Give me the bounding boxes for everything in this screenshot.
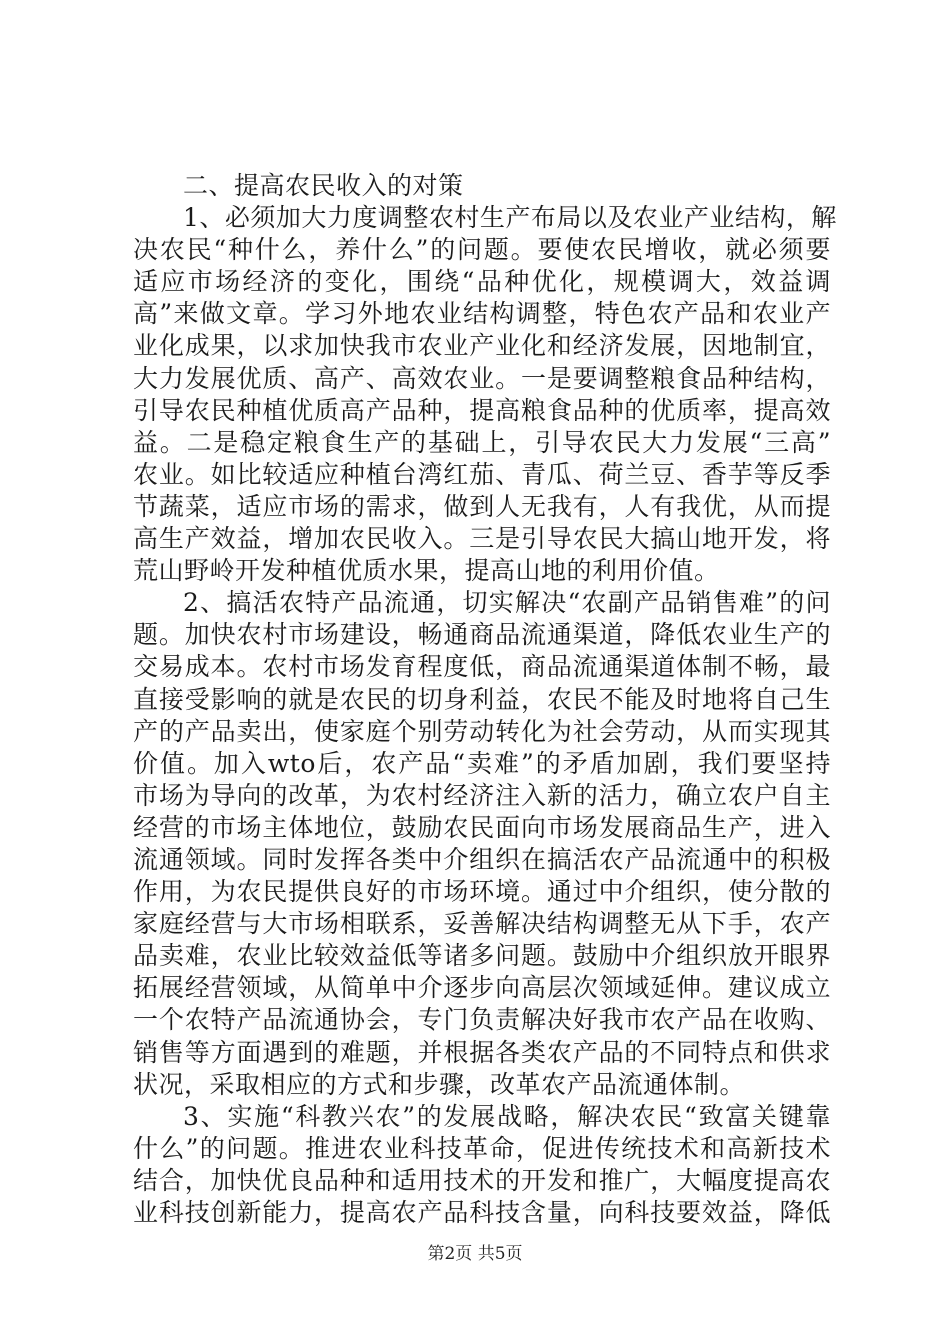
text-line: 适应市场经济的变化，围绕“品种优化，规模调大，效益调 xyxy=(133,267,831,297)
text-line: 业科技创新能力，提高农产品科技含量，向科技要效益，降低 xyxy=(133,1198,831,1227)
text-line: 大力发展优质、高产、高效农业。一是要调整粮食品种结构， xyxy=(133,363,831,393)
text-line: 交易成本。农村市场发育程度低，商品流通渠道体制不畅，最 xyxy=(133,652,831,682)
text-line: 家庭经营与大市场相联系，妥善解决结构调整无从下手，农产 xyxy=(133,909,831,939)
text-line: 作用，为农民提供良好的市场环境。通过中介组织，使分散的 xyxy=(133,877,831,907)
text-line: 一个农特产品流通协会，专门负责解决好我市农产品在收购、 xyxy=(133,1005,831,1035)
text-line: 什么”的问题。推进农业科技革命，促进传统技术和高新技术 xyxy=(133,1133,831,1163)
text-line: 2、搞活农特产品流通，切实解决“农副产品销售难”的问 xyxy=(183,588,831,618)
text-line: 3、实施“科教兴农”的发展战略，解决农民“致富关键靠 xyxy=(183,1101,831,1131)
text-line: 高”来做文章。学习外地农业结构调整，特色农产品和农业产 xyxy=(133,299,831,329)
text-line: 拓展经营领域，从简单中介逐步向高层次领域延伸。建议成立 xyxy=(133,973,831,1003)
section-heading: 二、提高农民收入的对策 xyxy=(183,171,464,200)
text-line: 益。二是稳定粮食生产的基础上，引导农民大力发展“三高” xyxy=(133,427,831,457)
text-line: 荒山野岭开发种植优质水果，提高山地的利用价值。 xyxy=(133,556,720,586)
paragraph xyxy=(133,202,837,587)
text-line: 状况，采取相应的方式和步骤，改革农产品流通体制。 xyxy=(133,1069,746,1099)
paragraph xyxy=(133,587,831,1101)
text-line: 流通领域。同时发挥各类中介组织在搞活农产品流通中的积极 xyxy=(133,844,831,874)
text-line: 直接受影响的就是农民的切身利益，农民不能及时地将自己生 xyxy=(133,684,831,714)
text-line: 产的产品卖出，使家庭个别劳动转化为社会劳动，从而实现其 xyxy=(133,716,831,746)
document-body xyxy=(133,170,837,1229)
text-line: 农业。如比较适应种植台湾红茄、青瓜、荷兰豆、香芋等反季 xyxy=(133,459,831,489)
text-line: 品卖难，农业比较效益低等诸多问题。鼓励中介组织放开眼界 xyxy=(133,941,831,971)
text-line: 销售等方面遇到的难题，并根据各类农产品的不同特点和供求 xyxy=(133,1037,831,1067)
page-number: 第2页 共5页 xyxy=(427,1244,523,1264)
paragraph xyxy=(133,1101,831,1229)
text-line: 业化成果，以求加快我市农业产业化和经济发展，因地制宜， xyxy=(133,331,831,361)
text-line: 决农民“种什么，养什么”的问题。要使农民增收，就必须要 xyxy=(133,235,831,265)
text-line: 高生产效益，增加农民收入。三是引导农民大搞山地开发，将 xyxy=(133,524,831,554)
paragraph-list xyxy=(133,202,837,1229)
text-line: 引导农民种植优质高产品种，提高粮食品种的优质率，提高效 xyxy=(133,395,831,425)
text-line: 1、必须加大力度调整农村生产布局以及农业产业结构，解 xyxy=(183,203,837,233)
text-line: 节蔬菜，适应市场的需求，做到人无我有，人有我优，从而提 xyxy=(133,491,831,521)
text-line: 经营的市场主体地位，鼓励农民面向市场发展商品生产，进入 xyxy=(133,812,831,842)
text-line: 结合，加快优良品种和适用技术的开发和推广，大幅度提高农 xyxy=(133,1165,831,1195)
text-line: 市场为导向的改革，为农村经济注入新的活力，确立农户自主 xyxy=(133,780,831,810)
text-line: 题。加快农村市场建设，畅通商品流通渠道，降低农业生产的 xyxy=(133,620,831,650)
text-line: 价值。加入wto后，农产品“卖难”的矛盾加剧，我们要坚持 xyxy=(133,748,831,778)
